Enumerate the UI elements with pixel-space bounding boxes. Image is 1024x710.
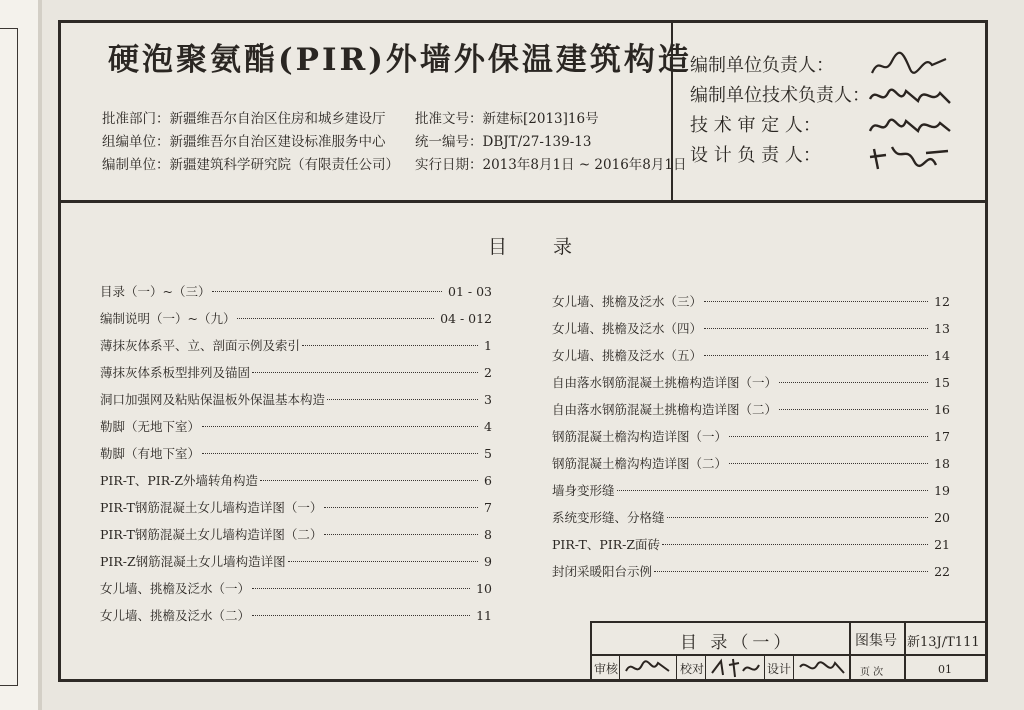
toc-item xyxy=(100,337,492,364)
title-block-sep xyxy=(849,621,851,681)
unified-number: 统一编号：DBJT/27-139-13 xyxy=(415,134,592,150)
toc-leader-dots xyxy=(324,534,478,535)
toc-item xyxy=(100,418,492,445)
toc-leader-dots xyxy=(779,382,928,383)
page-edge xyxy=(38,0,42,710)
title-block-sep xyxy=(793,655,794,681)
toc-leader-dots xyxy=(729,463,928,464)
toc-item-page: 13 xyxy=(934,321,950,336)
toc-leader-dots xyxy=(667,517,929,518)
responsible-row xyxy=(690,81,980,111)
toc-item xyxy=(552,374,950,401)
responsible-row xyxy=(690,111,980,141)
title-block-sep xyxy=(705,655,706,681)
toc-leader-dots xyxy=(237,318,434,319)
toc-item-page: 10 xyxy=(476,581,492,596)
toc-item-page: 3 xyxy=(484,392,492,407)
toc-leader-dots xyxy=(260,480,478,481)
toc-leader-dots xyxy=(324,507,478,508)
toc-item-page: 7 xyxy=(484,500,492,515)
title-block-sep xyxy=(764,655,765,681)
title-block-mid xyxy=(591,654,986,656)
review-label: 审核 xyxy=(594,662,619,676)
toc-item-title: 薄抹灰体系平、立、剖面示例及索引 xyxy=(100,338,301,353)
compiling-unit: 编制单位：新疆建筑科学研究院（有限责任公司） xyxy=(102,157,399,173)
design-signature xyxy=(797,657,847,679)
toc-item-title: PIR-T钢筋混凝土女儿墙构造详图（一） xyxy=(100,500,323,515)
toc-item xyxy=(100,310,492,337)
toc-item xyxy=(100,391,492,418)
toc-item xyxy=(100,364,492,391)
toc-item-title: 女儿墙、挑檐及泛水（四） xyxy=(552,321,703,336)
toc-item xyxy=(552,320,950,347)
toc-leader-dots xyxy=(779,409,928,410)
responsible-label: 编制单位负责人： xyxy=(690,55,834,76)
toc-item-page: 20 xyxy=(934,510,950,525)
toc-leader-dots xyxy=(202,426,478,427)
toc-leader-dots xyxy=(302,345,478,346)
toc-item-page: 5 xyxy=(484,446,492,461)
toc-leader-dots xyxy=(252,615,470,616)
toc-item-page: 2 xyxy=(484,365,492,380)
toc-item xyxy=(552,347,950,374)
toc-item-page: 9 xyxy=(484,554,492,569)
responsible-row xyxy=(690,51,980,81)
toc-item-page: 04 - 012 xyxy=(440,311,492,326)
atlas-label: 图集号 xyxy=(855,633,897,649)
toc-item-title: 薄抹灰体系板型排列及锚固 xyxy=(100,365,251,380)
toc-item-title: PIR-T钢筋混凝土女儿墙构造详图（二） xyxy=(100,527,323,542)
toc-item xyxy=(552,563,950,590)
toc-item-title: 自由落水钢筋混凝土挑檐构造详图（一） xyxy=(552,375,778,390)
toc-leader-dots xyxy=(654,571,928,572)
responsible-row xyxy=(690,141,980,171)
toc-item-page: 01 - 03 xyxy=(448,284,492,299)
toc-item xyxy=(100,499,492,526)
toc-leader-dots xyxy=(288,561,478,562)
page-title: 硬泡聚氨酯(PIR)外墙外保温建筑构造 xyxy=(108,42,692,78)
title-block-top xyxy=(591,621,986,623)
toc-item-title: 女儿墙、挑檐及泛水（五） xyxy=(552,348,703,363)
toc-leader-dots xyxy=(729,436,928,437)
approval-info-right xyxy=(415,108,686,177)
toc-item-page: 18 xyxy=(934,456,950,471)
toc-item xyxy=(552,536,950,563)
review-signature xyxy=(623,657,673,679)
toc-item xyxy=(100,580,492,607)
title-block-left xyxy=(590,621,592,681)
toc-item xyxy=(552,293,950,320)
title-block-sep xyxy=(619,655,620,681)
toc-leader-dots xyxy=(202,453,478,454)
toc-item-title: 钢筋混凝土檐沟构造详图（一） xyxy=(552,429,728,444)
design-label: 设计 xyxy=(767,662,792,676)
toc-item-title: 勒脚（无地下室） xyxy=(100,419,201,434)
organizing-unit: 组编单位：新疆维吾尔自治区建设标准服务中心 xyxy=(102,134,386,150)
toc-item-title: 女儿墙、挑檐及泛水（一） xyxy=(100,581,251,596)
toc-item-page: 14 xyxy=(934,348,950,363)
toc-item xyxy=(552,455,950,482)
toc-item-page: 12 xyxy=(934,294,950,309)
approval-number: 批准文号：新建标[2013]16号 xyxy=(415,111,599,127)
toc-item-title: 系统变形缝、分格缝 xyxy=(552,510,665,525)
handwritten-signature xyxy=(866,81,956,111)
toc-item-title: 目录（一）~（三） xyxy=(100,284,211,299)
toc-item-page: 1 xyxy=(484,338,492,353)
toc-item-title: 编制说明（一）~（九） xyxy=(100,311,236,326)
toc-leader-dots xyxy=(704,301,928,302)
toc-item-page: 6 xyxy=(484,473,492,488)
toc-item-title: 女儿墙、挑檐及泛水（三） xyxy=(552,294,703,309)
toc-item-title: PIR-T、PIR-Z面砖 xyxy=(552,537,661,552)
toc-item-title: 墙身变形缝 xyxy=(552,483,615,498)
toc-item-page: 8 xyxy=(484,527,492,542)
toc-item xyxy=(100,283,492,310)
toc-item-title: 洞口加强网及粘贴保温板外保温基本构造 xyxy=(100,392,326,407)
toc-left-column xyxy=(100,283,492,634)
toc-item-page: 22 xyxy=(934,564,950,579)
header-bottom-line xyxy=(60,200,986,203)
drawing-name: 目 录（一） xyxy=(680,633,795,653)
toc-item xyxy=(100,553,492,580)
toc-item-title: PIR-T、PIR-Z外墙转角构造 xyxy=(100,473,259,488)
title-block-sep xyxy=(676,655,677,681)
toc-leader-dots xyxy=(252,588,470,589)
toc-item-title: 自由落水钢筋混凝土挑檐构造详图（二） xyxy=(552,402,778,417)
toc-item xyxy=(100,607,492,634)
toc-item-page: 11 xyxy=(476,608,492,623)
toc-item-page: 4 xyxy=(484,419,492,434)
toc-right-column xyxy=(552,293,950,590)
toc-item xyxy=(552,482,950,509)
toc-heading: 目 录 xyxy=(488,236,593,258)
handwritten-signature xyxy=(866,111,956,141)
toc-item xyxy=(552,428,950,455)
effective-date: 实行日期：2013年8月1日 ~ 2016年8月1日 xyxy=(415,157,687,173)
handwritten-signature xyxy=(866,51,956,81)
title-block-sep xyxy=(904,621,906,681)
responsible-label: 技 术 审 定 人： xyxy=(690,115,821,136)
page-number: 01 xyxy=(938,663,952,676)
toc-leader-dots xyxy=(252,372,478,373)
toc-item-page: 21 xyxy=(934,537,950,552)
toc-item xyxy=(100,472,492,499)
responsible-label: 编制单位技术负责人： xyxy=(690,85,870,106)
page-label: 页 次 xyxy=(860,667,884,678)
toc-item-title: 封闭采暖阳台示例 xyxy=(552,564,653,579)
adjacent-page-frame xyxy=(0,28,18,686)
check-label: 校对 xyxy=(680,662,705,676)
responsible-label: 设 计 负 责 人： xyxy=(690,145,821,166)
toc-leader-dots xyxy=(704,355,928,356)
responsible-persons xyxy=(690,51,980,171)
binding-margin xyxy=(0,0,38,710)
toc-item-page: 19 xyxy=(934,483,950,498)
atlas-number: 新13J/T111 xyxy=(907,635,980,650)
toc-leader-dots xyxy=(212,291,442,292)
toc-item xyxy=(100,526,492,553)
toc-item-page: 16 xyxy=(934,402,950,417)
toc-leader-dots xyxy=(617,490,929,491)
handwritten-signature xyxy=(866,141,956,171)
toc-leader-dots xyxy=(704,328,928,329)
check-signature xyxy=(709,657,761,679)
toc-leader-dots xyxy=(662,544,928,545)
toc-item-page: 17 xyxy=(934,429,950,444)
approval-dept: 批准部门：新疆维吾尔自治区住房和城乡建设厅 xyxy=(102,111,386,127)
toc-item-page: 15 xyxy=(934,375,950,390)
toc-leader-dots xyxy=(327,399,478,400)
toc-item-title: PIR-Z钢筋混凝土女儿墙构造详图 xyxy=(100,554,286,569)
toc-item-title: 勒脚（有地下室） xyxy=(100,446,201,461)
toc-item xyxy=(100,445,492,472)
toc-item xyxy=(552,509,950,536)
approval-info-left xyxy=(102,108,399,177)
toc-item-title: 钢筋混凝土檐沟构造详图（二） xyxy=(552,456,728,471)
toc-item xyxy=(552,401,950,428)
toc-item-title: 女儿墙、挑檐及泛水（二） xyxy=(100,608,251,623)
